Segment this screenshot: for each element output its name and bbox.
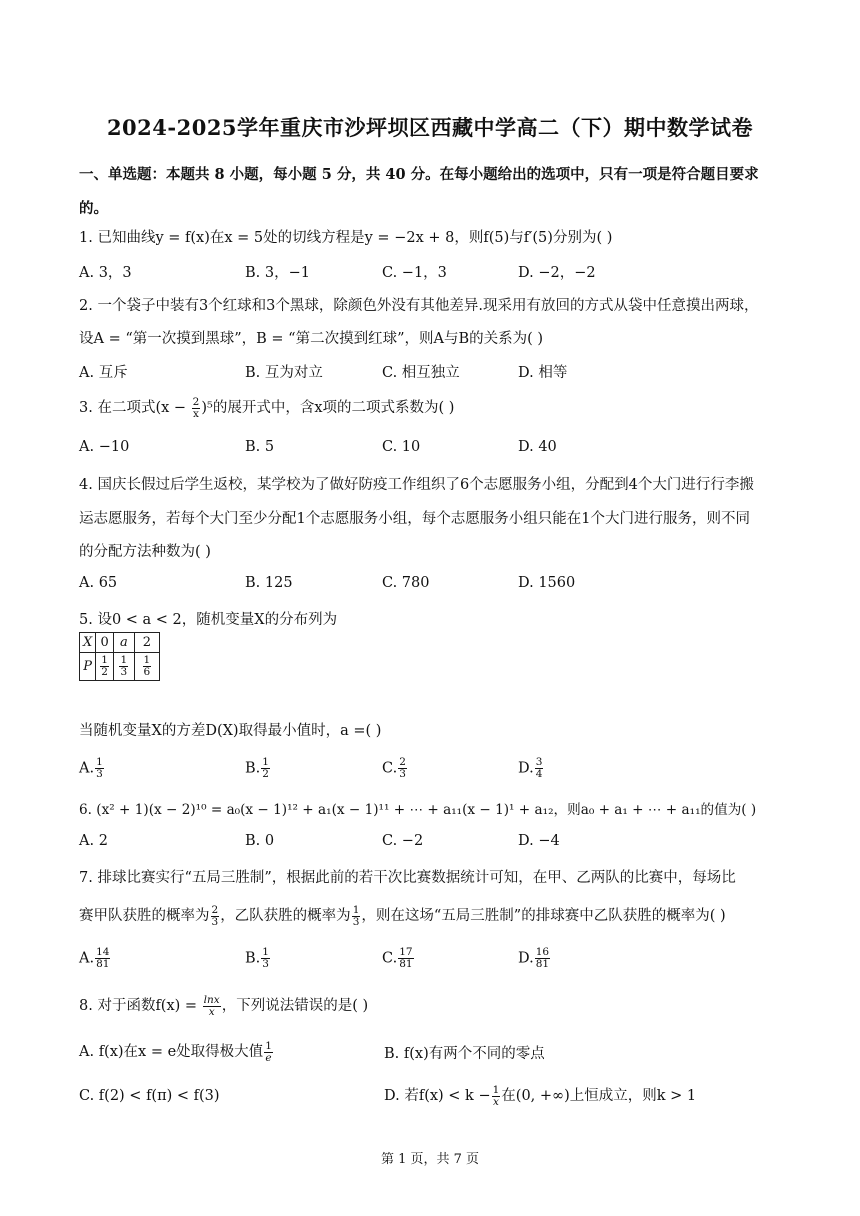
question-4-line-3: 的分配方法种数为( ) [79,544,211,560]
distribution-table [79,632,160,681]
question-4-line-1: 4. 国庆长假过后学生返校，某学校为了做好防疫工作组织了6个志愿服务小组，分配到4个大门进行行李搬 [79,477,754,493]
q3-frac-den: x [193,407,199,420]
frac-den: 81 [399,958,413,970]
table-cell [113,653,134,681]
q5-option-b [245,757,271,780]
section-heading: 一、单选题：本题共 8 小题，每小题 5 分，共 40 分。在每小题给出的选项中，只有一项是符合题目要求的。 [79,166,759,217]
frac-den: 3 [262,958,269,970]
q7-option-b [245,947,271,970]
table-cell: 2 [134,633,159,653]
q4-option-c: C. 780 [382,575,430,591]
q3-suffix: )⁵的展开式中，含x项的二项式系数为( ) [201,400,455,416]
option-text: 在(0, +∞)上恒成立，则k > 1 [501,1088,697,1104]
q8-option-a [79,1040,274,1064]
option-label: A. [79,950,95,967]
question-1: 1. 已知曲线y = f(x)在x = 5处的切线方程是y = −2x + 8，则f(5)与f′(5)分别为( ) [79,230,613,246]
q3-fraction [192,397,201,420]
q7-option-a [79,947,111,970]
table-row [80,653,160,681]
frac-num: 17 [399,946,413,958]
question-5-prompt: 当随机变量X的方差D(X)取得最小值时，a =( ) [79,723,382,739]
q3-option-b: B. 5 [245,439,275,455]
q1-option-b: B. 3，−1 [245,265,310,281]
q7-option-d [518,947,551,970]
q3-frac-num: 2 [192,395,200,408]
frac-den: 81 [96,958,110,970]
frac-den: 3 [96,768,103,780]
option-label: D. [518,950,534,967]
q4-option-a: A. 65 [79,575,118,591]
frac-den: 3 [120,666,128,678]
option-label: C. [382,950,398,967]
q5-option-a [79,757,105,780]
q3-option-c: C. 10 [382,439,421,455]
table-cell: 0 [96,633,114,653]
q8-suffix: ，下列说法错误的是( ) [221,998,369,1014]
question-7-line-1: 7. 排球比赛实行“五局三胜制”，根据此前的若干次比赛数据统计可知，在甲、乙两队的比赛中，每场比 [79,870,736,886]
q8-option-d [384,1084,696,1108]
option-label: C. [382,760,398,777]
frac-den: x [208,1005,215,1018]
table-cell: X [80,633,96,653]
frac-num: 1 [352,903,360,916]
table-cell [134,653,159,681]
frac-num: 1 [143,654,151,666]
q6-option-a: A. 2 [79,833,108,849]
page-footer: 第 1 页，共 7 页 [380,1152,480,1167]
frac-den: 6 [143,666,151,678]
option-text: D. 若f(x) < k − [384,1088,491,1104]
table-cell: a [113,633,134,653]
q3-prefix: 3. 在二项式(x − [79,400,187,416]
frac-num: 1 [262,756,269,768]
frac-den: x [492,1095,499,1108]
question-8 [79,994,368,1018]
question-2-line-2: 设A = “第一次摸到黑球”，B = “第二次摸到红球”，则A与B的关系为( ) [79,331,544,347]
option-label: A. [79,760,95,777]
q8-prefix: 8. 对于函数f(x) = [79,998,198,1014]
q6-option-c: C. −2 [382,833,424,849]
frac-num: 3 [535,756,543,768]
question-4-line-2: 运志愿服务，若每个大门至少分配1个志愿服务小组，每个志愿服务小组只能在1个大门进行服务，则不同 [79,511,750,527]
q4-option-d: D. 1560 [518,575,576,591]
table-cell: P [80,653,96,681]
q7-text-c: ，则在这场“五局三胜制”的排球赛中乙队获胜的概率为( ) [361,908,726,924]
option-label: B. [245,950,261,967]
question-5: 5. 设0 < a < 2，随机变量X的分布列为 [79,612,338,628]
option-label: D. [518,760,534,777]
q1-option-a: A. 3，3 [79,265,132,281]
q6-option-b: B. 0 [245,833,275,849]
frac-den: e [265,1051,272,1064]
q2-option-d: D. 相等 [518,365,568,381]
frac-num: 2 [211,903,219,916]
question-2-line-1: 2. 一个袋子中装有3个红球和3个黑球，除颜色外没有其他差异.现采用有放回的方式从袋中任意摸出两球， [79,298,759,314]
frac-num: lnx [203,993,220,1006]
frac-den: 4 [535,768,543,780]
frac-num: 16 [535,946,550,958]
frac-num: 1 [96,756,103,768]
frac-num: 1 [101,654,108,666]
q2-option-b: B. 互为对立 [245,365,323,381]
option-label: B. [245,760,261,777]
q7-option-c [382,947,415,970]
frac-num: 1 [262,946,269,958]
frac-num: 1 [265,1039,272,1052]
question-3 [79,396,454,420]
q7-text-a: 赛甲队获胜的概率为 [79,908,210,924]
q8-option-b: B. f(x)有两个不同的零点 [384,1046,545,1062]
frac-den: 3 [399,768,406,780]
question-7-line-2 [79,904,726,928]
q7-text-b: ，乙队获胜的概率为 [220,908,351,924]
q3-option-a: A. −10 [79,439,130,455]
q1-option-d: D. −2，−2 [518,265,596,281]
table-cell [96,653,114,681]
frac-num: 1 [120,654,128,666]
option-text: A. f(x)在x = e处取得极大值 [79,1044,264,1060]
frac-den: 2 [262,768,269,780]
q6-option-d: D. −4 [518,833,560,849]
frac-den: 3 [211,915,219,928]
question-6: 6. (x² + 1)(x − 2)¹⁰ = a₀(x − 1)¹² + a₁(x − 1)¹¹ + ⋯ + a₁₁(x − 1)¹ + a₁₂，则a₀ + a₁ + ⋯ + a₁₁的值为( ) [79,802,757,818]
q5-option-c [382,757,408,780]
q2-option-c: C. 相互独立 [382,365,460,381]
frac-num: 1 [492,1083,500,1096]
q2-option-a: A. 互斥 [79,365,128,381]
table-row [80,633,160,653]
q3-option-d: D. 40 [518,439,557,455]
q8-option-c: C. f(2) < f(π) < f(3) [79,1088,220,1104]
frac-num: 2 [399,756,406,768]
frac-den: 3 [352,915,360,928]
exam-title: 2024-2025学年重庆市沙坪坝区西藏中学高二（下）期中数学试卷 [106,115,754,140]
frac-num: 14 [96,946,110,958]
q5-option-d [518,757,544,780]
q1-option-c: C. −1，3 [382,265,447,281]
frac-den: 81 [535,958,550,970]
frac-den: 2 [101,666,108,678]
q4-option-b: B. 125 [245,575,293,591]
